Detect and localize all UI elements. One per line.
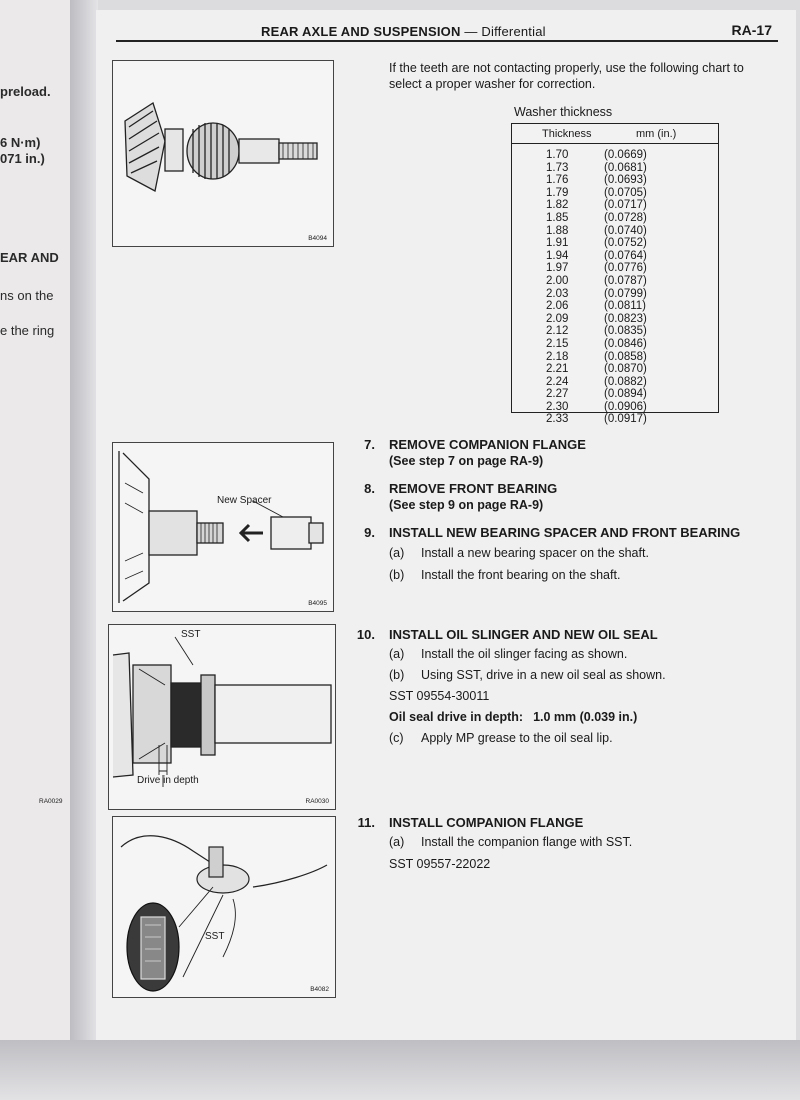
thickness-in: (0.0894) <box>604 388 647 401</box>
thickness-in: (0.0799) <box>604 287 647 300</box>
step-7-reference: (See step 7 on page RA-9) <box>389 454 544 468</box>
thickness-mm: 2.30 <box>546 400 569 413</box>
table-row <box>512 199 718 212</box>
figure-id: B4082 <box>310 986 329 993</box>
left-fragment: 071 in.) <box>0 151 45 166</box>
thickness-in: (0.0823) <box>604 312 647 325</box>
table-row <box>512 401 718 414</box>
table-row <box>512 338 718 351</box>
table-row <box>512 162 718 175</box>
thickness-mm: 2.33 <box>546 413 569 426</box>
table-row <box>512 288 718 301</box>
figure-id: RA0030 <box>305 798 329 805</box>
thickness-mm: 1.94 <box>546 249 569 262</box>
thickness-in: (0.0776) <box>604 262 647 275</box>
step-10-sub-b: (b) Using SST, drive in a new oil seal as shown. <box>389 668 666 682</box>
book-gutter <box>70 0 98 1060</box>
section-title: REAR AXLE AND SUSPENSION <box>261 24 461 39</box>
thickness-in: (0.0870) <box>604 363 647 376</box>
drive-pinion-illustration <box>113 61 333 246</box>
step-number: 9. <box>364 525 375 540</box>
thickness-mm: 2.00 <box>546 274 569 287</box>
step-title: INSTALL NEW BEARING SPACER AND FRONT BEARING <box>389 525 741 540</box>
step-10-sst: SST 09554-30011 <box>389 689 490 703</box>
table-row <box>512 413 718 426</box>
table-row <box>512 388 718 401</box>
thickness-mm: 2.09 <box>546 312 569 325</box>
thickness-in: (0.0811) <box>604 300 646 313</box>
step-8-reference: (See step 9 on page RA-9) <box>389 498 544 512</box>
label-sst: SST <box>181 629 201 640</box>
thickness-in: (0.0717) <box>604 199 647 212</box>
step-10-sub-a: (a) Install the oil slinger facing as shown. <box>389 647 628 661</box>
table-row <box>512 363 718 376</box>
manual-page <box>39 10 796 1040</box>
thickness-in: (0.0846) <box>604 337 647 350</box>
thickness-mm: 1.91 <box>546 237 569 250</box>
thickness-in: (0.0681) <box>604 161 647 174</box>
step-9-sub-a: (a) Install a new bearing spacer on the shaft. <box>389 546 649 560</box>
thickness-in: (0.0669) <box>604 149 647 161</box>
intro-paragraph: If the teeth are not contacting properly, use the following chart to select a proper washer for correction. <box>389 61 744 91</box>
thickness-mm: 2.27 <box>546 388 569 401</box>
thickness-mm: 1.76 <box>546 174 569 187</box>
left-fragment: e the ring <box>0 323 55 338</box>
figure-companion-flange <box>112 816 336 998</box>
table-row <box>512 212 718 225</box>
thickness-mm: 1.73 <box>546 161 569 174</box>
column-header-thickness: Thickness <box>542 128 592 140</box>
table-row <box>512 313 718 326</box>
table-row <box>512 237 718 250</box>
step-number: 7. <box>364 437 375 452</box>
figure-oil-seal <box>39 624 336 810</box>
step-11-sub-a: (a) Install the companion flange with SST. <box>389 835 633 849</box>
table-row <box>512 351 718 364</box>
table-row <box>512 174 718 187</box>
thickness-mm: 1.79 <box>546 186 569 199</box>
thickness-mm: 1.85 <box>546 211 569 224</box>
label-drive-in-depth: Drive in depth <box>137 775 199 786</box>
thickness-mm: 1.88 <box>546 224 569 237</box>
thickness-in: (0.0917) <box>604 413 647 426</box>
step-11-sst: SST 09557-22022 <box>389 857 491 871</box>
thickness-in: (0.0740) <box>604 224 647 237</box>
left-fragment: ns on the <box>0 288 54 303</box>
left-fragment: 6 N·m) <box>0 135 41 150</box>
thickness-mm: 1.70 <box>546 149 569 161</box>
thickness-in: (0.0906) <box>604 400 647 413</box>
thickness-in: (0.0835) <box>604 325 647 338</box>
step-number: 10. <box>356 627 375 642</box>
subsection-title: Differential <box>481 24 546 39</box>
table-row <box>512 325 718 338</box>
thickness-in: (0.0787) <box>604 274 647 287</box>
column-header-units: mm (in.) <box>636 128 677 140</box>
figure-id: B4094 <box>308 235 327 242</box>
table-row <box>512 149 718 162</box>
thickness-mm: 2.12 <box>546 325 569 338</box>
thickness-in: (0.0705) <box>604 186 647 199</box>
left-fragment: EAR AND <box>0 250 59 265</box>
step-title: REMOVE COMPANION FLANGE <box>389 437 586 452</box>
table-row <box>512 376 718 389</box>
page-code: RA-17 <box>731 22 772 38</box>
table-header-rule <box>512 143 718 144</box>
section-header: REAR AXLE AND SUSPENSION — Differential <box>261 24 546 39</box>
table-row <box>512 275 718 288</box>
figure-id: B4095 <box>308 600 327 607</box>
figure-new-spacer <box>112 442 334 612</box>
table-row <box>512 300 718 313</box>
washer-table-caption: Washer thickness <box>514 105 613 119</box>
label-sst: SST <box>205 931 225 942</box>
figure-drive-pinion <box>112 60 334 247</box>
thickness-in: (0.0882) <box>604 375 647 388</box>
header-rule <box>116 40 778 42</box>
table-row <box>512 187 718 200</box>
left-page-edge <box>0 0 72 1060</box>
oil-seal-depth-spec: Oil seal drive in depth: 1.0 mm (0.039 in.) <box>389 710 638 724</box>
left-fragment: preload. <box>0 84 51 99</box>
thickness-in: (0.0752) <box>604 237 647 250</box>
step-10-sub-c: (c) Apply MP grease to the oil seal lip. <box>389 731 613 745</box>
table-body <box>512 149 718 426</box>
table-row <box>512 250 718 263</box>
washer-thickness-table <box>511 123 719 426</box>
step-title: REMOVE FRONT BEARING <box>389 481 558 496</box>
scan-bottom-edge <box>0 1040 800 1100</box>
thickness-in: (0.0728) <box>604 211 647 224</box>
label-new-spacer: New Spacer <box>217 495 272 506</box>
thickness-mm: 2.03 <box>546 287 569 300</box>
step-9-sub-b: (b) Install the front bearing on the shaft. <box>389 568 621 582</box>
thickness-mm: 2.24 <box>546 375 569 388</box>
companion-flange-illustration <box>113 817 335 997</box>
thickness-mm: 1.82 <box>546 199 569 212</box>
thickness-in: (0.0858) <box>604 350 647 363</box>
thickness-mm: 2.18 <box>546 350 569 363</box>
thickness-in: (0.0693) <box>604 174 647 187</box>
step-title: INSTALL OIL SLINGER AND NEW OIL SEAL <box>389 627 658 642</box>
step-number: 11. <box>357 815 375 830</box>
thickness-mm: 1.97 <box>546 262 569 275</box>
step-number: 8. <box>364 481 375 496</box>
figure-id-left: RA0029 <box>39 798 63 805</box>
table-row <box>512 225 718 238</box>
thickness-mm: 2.15 <box>546 337 569 350</box>
thickness-mm: 2.21 <box>546 363 569 376</box>
step-title: INSTALL COMPANION FLANGE <box>389 815 584 830</box>
bearing-spacer-illustration <box>113 443 333 611</box>
thickness-in: (0.0764) <box>604 249 647 262</box>
thickness-mm: 2.06 <box>546 300 569 313</box>
table-row <box>512 262 718 275</box>
